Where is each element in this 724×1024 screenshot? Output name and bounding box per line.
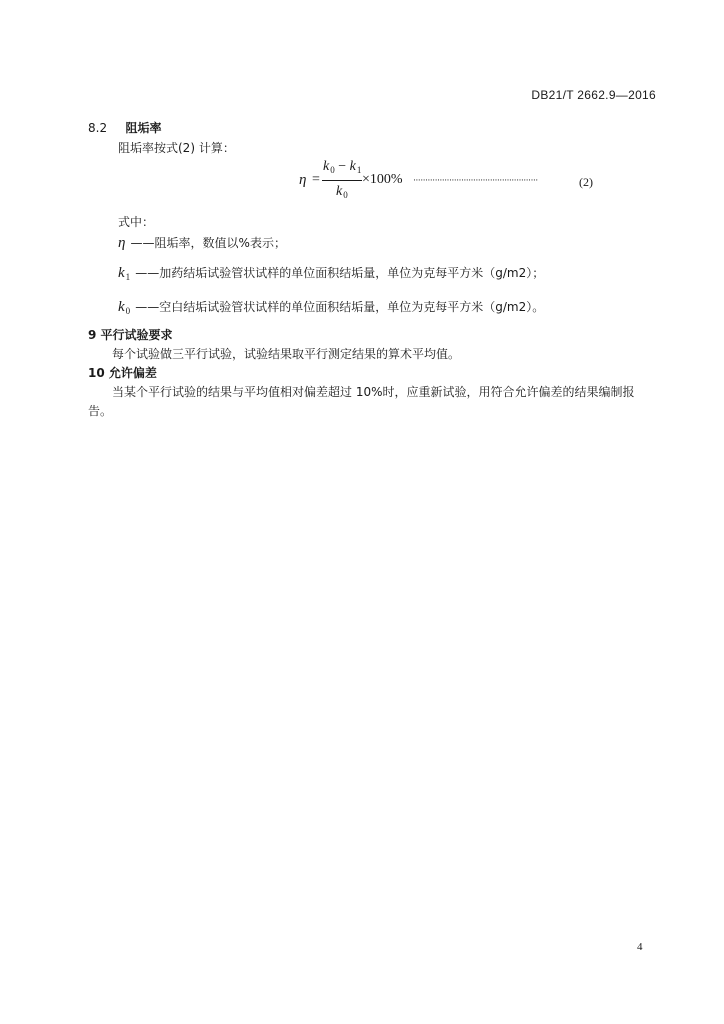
formula-eta: η — [299, 172, 307, 188]
minus-sign: − — [338, 159, 347, 174]
where-item-k1-text: ——加药结垢试验管状试样的单位面积结垢量，单位为克每平方米（g/m2）； — [135, 266, 545, 280]
section-9-heading — [88, 326, 173, 343]
section-title: 允许偏差 — [108, 366, 157, 380]
where-intro: 式中： — [118, 215, 155, 229]
section-9-text: 每个试验做三平行试验，试验结果取平行测定结果的算术平均值。 — [112, 347, 461, 361]
symbol-k1-sub: 1 — [125, 272, 131, 282]
formula-label: (2) — [579, 175, 593, 189]
symbol-k0: k — [118, 299, 125, 315]
formula-equals: = — [312, 172, 320, 187]
numerator-k1: k — [349, 159, 356, 174]
symbol-k1: k — [118, 265, 125, 281]
formula-denominator — [336, 184, 348, 200]
document-id: DB21/T 2662.9—2016 — [531, 88, 656, 102]
formula-numerator — [323, 159, 361, 175]
section-10-heading — [88, 364, 157, 381]
denominator-k0-sub: 0 — [343, 190, 348, 200]
formula-intro: 阻垢率按式(2) 计算： — [118, 141, 235, 155]
symbol-k0-sub: 0 — [125, 306, 131, 316]
numerator-k0: k — [323, 159, 330, 174]
where-item-eta-text: ——阻垢率，数值以%表示； — [130, 236, 286, 250]
where-item-eta — [118, 232, 286, 252]
fraction-bar — [322, 180, 362, 181]
numerator-k1-sub: 1 — [356, 165, 362, 175]
denominator-k0: k — [336, 184, 343, 199]
symbol-eta: η — [118, 235, 126, 251]
page-number: 4 — [637, 941, 643, 953]
formula-leader-dots: ···················································· — [413, 175, 538, 185]
section-title: 阻垢率 — [125, 121, 162, 135]
section-number: 8.2 — [88, 121, 108, 135]
where-item-k0-text: ——空白结垢试验管状试样的单位面积结垢量，单位为克每平方米（g/m2）。 — [135, 300, 545, 314]
section-title: 平行试验要求 — [100, 328, 173, 342]
section-10-text-line2: 告。 — [88, 404, 113, 418]
section-number: 10 — [88, 366, 105, 380]
where-item-k0 — [118, 296, 544, 316]
section-number: 9 — [88, 328, 97, 342]
section-10-text-line1: 当某个平行试验的结果与平均值相对偏差超过 10%时，应重新试验，用符合允许偏差的结果编制报 — [112, 385, 635, 399]
formula-times-100: ×100% — [362, 172, 403, 187]
where-item-k1 — [118, 262, 544, 282]
numerator-k0-sub: 0 — [330, 165, 335, 175]
section-8-2-heading — [88, 119, 161, 136]
